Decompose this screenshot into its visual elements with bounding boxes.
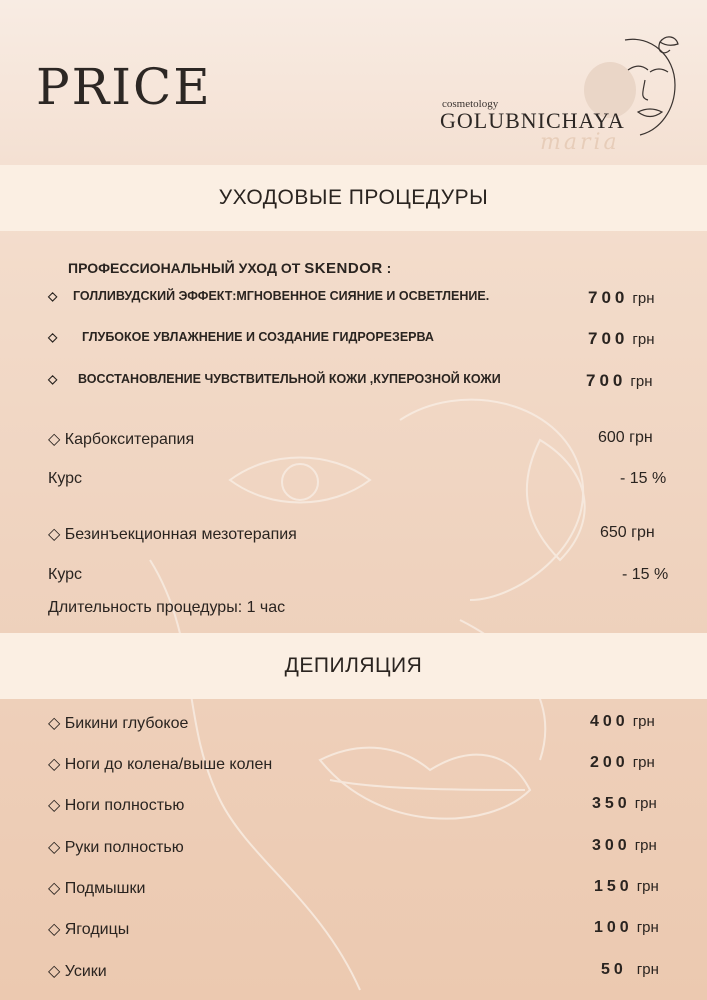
list-item xyxy=(0,713,707,739)
item-name: ◇ Ягодицы xyxy=(48,921,130,938)
brand-logo xyxy=(440,30,680,160)
list-item xyxy=(0,566,707,592)
skendor-brand: SKENDOR xyxy=(304,260,383,277)
diamond-bullet-icon: ◇ xyxy=(48,372,58,386)
item-price: 600 грн xyxy=(598,429,653,446)
duration-text: Длительность процедуры: 1 час xyxy=(48,599,286,616)
list-item xyxy=(0,961,707,987)
list-item xyxy=(0,919,707,945)
item-price: 350 грн xyxy=(592,795,657,812)
item-name: ◇ Карбокситерапия xyxy=(48,431,195,448)
logo-main-text: GOLUBNICHAYA xyxy=(440,108,625,133)
item-price: 150 грн xyxy=(594,878,659,895)
item-name: ГЛУБОКОЕ УВЛАЖНЕНИЕ И СОЗДАНИЕ ГИДРОРЕЗЕРВА xyxy=(82,330,434,344)
item-name: ◇ Бикини глубокое xyxy=(48,715,189,732)
diamond-bullet-icon: ◇ xyxy=(48,289,58,303)
list-item xyxy=(0,470,707,496)
page-title: PRICE xyxy=(36,58,212,116)
list-item xyxy=(0,524,707,550)
item-name: Курс xyxy=(48,470,83,487)
item-price: 200 грн xyxy=(590,754,655,771)
logo-script-text: maria xyxy=(540,130,620,155)
item-price: 400 грн xyxy=(590,713,655,730)
section-title-depilation: ДЕПИЛЯЦИЯ xyxy=(0,633,707,699)
list-item xyxy=(0,795,707,821)
item-name: ГОЛЛИВУДСКИЙ ЭФФЕКТ:МГНОВЕННОЕ СИЯНИЕ И ОСВЕТЛЕНИЕ. xyxy=(73,289,490,303)
item-price: 300 грн xyxy=(592,837,657,854)
list-item xyxy=(0,878,707,904)
list-item xyxy=(0,754,707,780)
logo-small-text: cosmetology xyxy=(442,98,499,110)
skendor-intro xyxy=(68,260,391,277)
item-price: - 15 % xyxy=(622,566,669,583)
duration-note xyxy=(0,599,707,625)
item-price: 650 грн xyxy=(600,524,655,541)
item-name: ◇ Ноги до колена/выше колен xyxy=(48,756,273,773)
item-name: ◇ Руки полностью xyxy=(48,839,184,856)
list-item xyxy=(0,429,707,455)
skendor-intro-text: ПРОФЕССИОНАЛЬНЫЙ УХОД ОТ xyxy=(68,260,301,276)
item-name: Курс xyxy=(48,566,83,583)
item-price: 100 грн xyxy=(594,919,659,936)
item-name: ВОССТАНОВЛЕНИЕ ЧУВСТВИТЕЛЬНОЙ КОЖИ ,КУПЕРОЗНОЙ КОЖИ xyxy=(78,372,501,386)
section-title-care: УХОДОВЫЕ ПРОЦЕДУРЫ xyxy=(0,165,707,231)
diamond-bullet-icon: ◇ xyxy=(48,330,58,344)
item-name: ◇ Подмышки xyxy=(48,880,146,897)
item-price: - 15 % xyxy=(620,470,667,487)
item-name: ◇ Безинъекционная мезотерапия xyxy=(48,526,297,543)
item-name: ◇ Ноги полностью xyxy=(48,797,185,814)
item-price: 50 грн xyxy=(601,961,659,978)
skendor-brand-suffix: : xyxy=(386,260,392,276)
item-price: 700 грн xyxy=(588,329,655,348)
item-price: 700 грн xyxy=(588,288,655,307)
item-price: 700 грн xyxy=(586,371,653,390)
item-name: ◇ Усики xyxy=(48,963,107,980)
list-item xyxy=(0,837,707,863)
